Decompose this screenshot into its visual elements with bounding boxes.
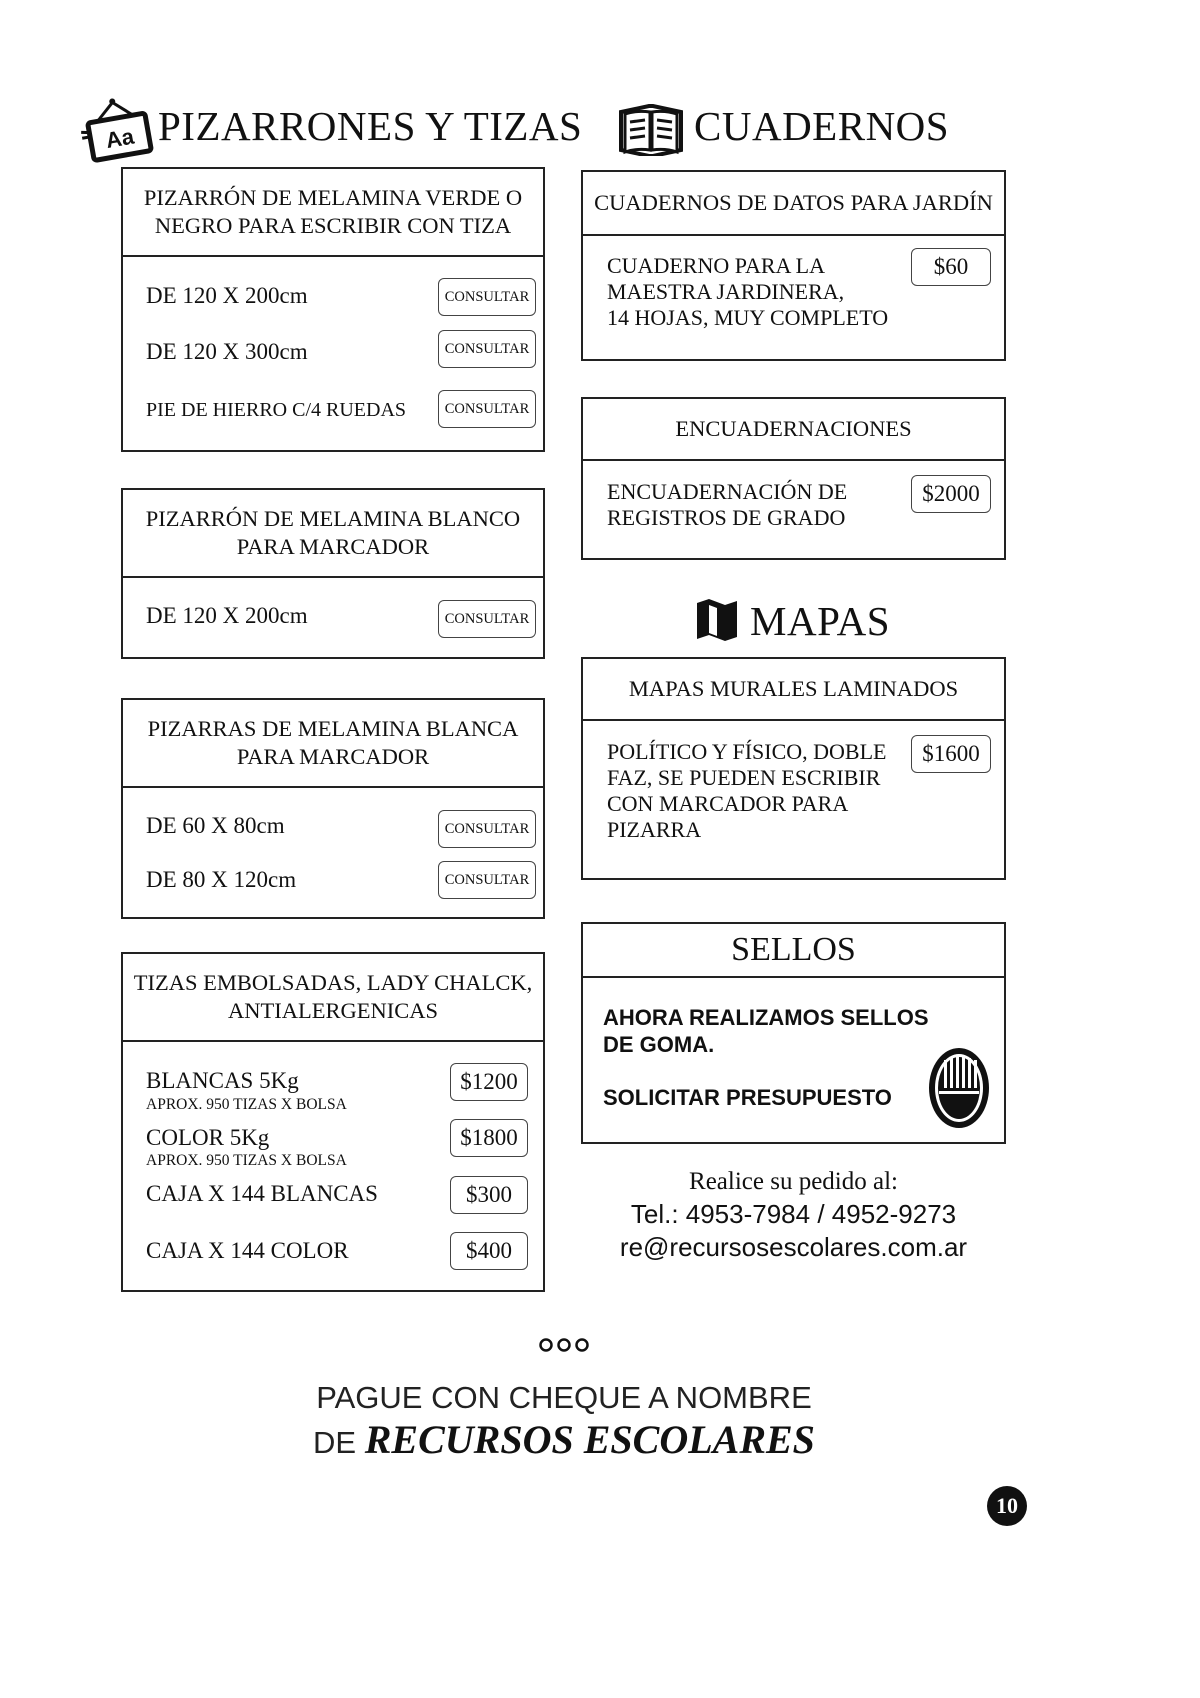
section-title-pizarrones: PIZARRONES Y TIZAS [158,103,583,149]
consultar-button[interactable]: CONSULTAR [438,861,536,899]
consultar-button[interactable]: CONSULTAR [438,278,536,316]
row-sublabel: APROX. 950 TIZAS X BOLSA [146,1152,347,1169]
product-box-pizarron-blanco [121,488,545,659]
item-description: ENCUADERNACIÓN DE REGISTROS DE GRADO [607,479,848,530]
payment-note-prefix: DE [313,1425,365,1460]
row-label: PIE DE HIERRO C/4 RUEDAS [146,399,407,421]
price-tag: $2000 [911,475,991,513]
price-tag: $1800 [450,1119,528,1157]
row-label: DE 120 X 300cm [146,339,308,364]
contact-email[interactable]: re@recursosescolares.com.ar [619,1232,968,1262]
contact-block [581,1165,1006,1264]
box-header: TIZAS EMBOLSADAS, LADY CHALCK, ANTIALERGENICAS [123,954,543,1042]
consultar-button[interactable]: CONSULTAR [438,600,536,638]
row-label: COLOR 5Kg [146,1125,270,1150]
product-box-cuadernos-jardin [581,170,1006,361]
page-number-badge [987,1486,1027,1526]
row-label: DE 80 X 120cm [146,867,297,892]
row-label: CAJA X 144 BLANCAS [146,1181,378,1206]
price-tag: $60 [911,248,991,286]
map-icon [695,597,739,643]
box-header: PIZARRÓN DE MELAMINA BLANCO PARA MARCADOR [123,490,543,578]
row-label: DE 120 X 200cm [146,283,308,308]
box-header: CUADERNOS DE DATOS PARA JARDÍN [583,172,1004,236]
consultar-button[interactable]: CONSULTAR [438,330,536,368]
row-label: BLANCAS 5Kg [146,1068,299,1093]
open-book-icon [617,100,685,156]
row-label: DE 60 X 80cm [146,813,285,838]
icon-label: Aa [103,123,136,154]
brand-name: RECURSOS ESCOLARES [364,1417,815,1462]
sellos-cta[interactable]: SOLICITAR PRESUPUESTO [603,1085,892,1110]
product-box-mapas [581,657,1006,880]
sellos-announcement: AHORA REALIZAMOS SELLOS DE GOMA. [603,1005,929,1057]
product-box-pizarras-blanca [121,698,545,919]
consultar-button[interactable]: CONSULTAR [438,390,536,428]
price-tag: $300 [450,1176,528,1214]
page-number: 10 [996,1493,1018,1518]
section-title-mapas: MAPAS [750,598,891,644]
price-tag: $1200 [450,1063,528,1101]
item-description: POLÍTICO Y FÍSICO, DOBLE FAZ, SE PUEDEN ESCRIBIR CON MARCADOR PARA PIZARRA [607,739,887,842]
sellos-title: SELLOS [583,924,1004,978]
payment-note-line1: PAGUE CON CHEQUE A NOMBRE [316,1380,812,1415]
box-header: MAPAS MURALES LAMINADOS [583,659,1004,721]
price-tag: $1600 [911,735,991,773]
box-header: PIZARRAS DE MELAMINA BLANCA PARA MARCADOR [123,700,543,788]
row-sublabel: APROX. 950 TIZAS X BOLSA [146,1096,347,1113]
product-box-encuadernaciones [581,397,1006,560]
rubber-stamp-icon [927,1046,991,1130]
sellos-box [581,922,1006,1144]
section-title-cuadernos: CUADERNOS [694,103,950,149]
product-box-tizas [121,952,545,1292]
consultar-button[interactable]: CONSULTAR [438,810,536,848]
chalkboard-icon [78,94,158,164]
row-label: DE 120 X 200cm [146,603,308,628]
row-label: CAJA X 144 COLOR [146,1238,349,1263]
item-description: CUADERNO PARA LA MAESTRA JARDINERA, 14 HOJAS, MUY COMPLETO [607,253,889,330]
price-tag: $400 [450,1232,528,1270]
contact-phone[interactable]: Tel.: 4953-7984 / 4952-9273 [630,1199,957,1229]
payment-note-line2 [0,1416,1128,1463]
decorative-dots [538,1336,590,1354]
box-header: ENCUADERNACIONES [583,399,1004,461]
product-box-pizarron-verde [121,167,545,452]
contact-intro: Realice su pedido al: [689,1168,898,1195]
box-header: PIZARRÓN DE MELAMINA VERDE O NEGRO PARA ESCRIBIR CON TIZA [123,169,543,257]
